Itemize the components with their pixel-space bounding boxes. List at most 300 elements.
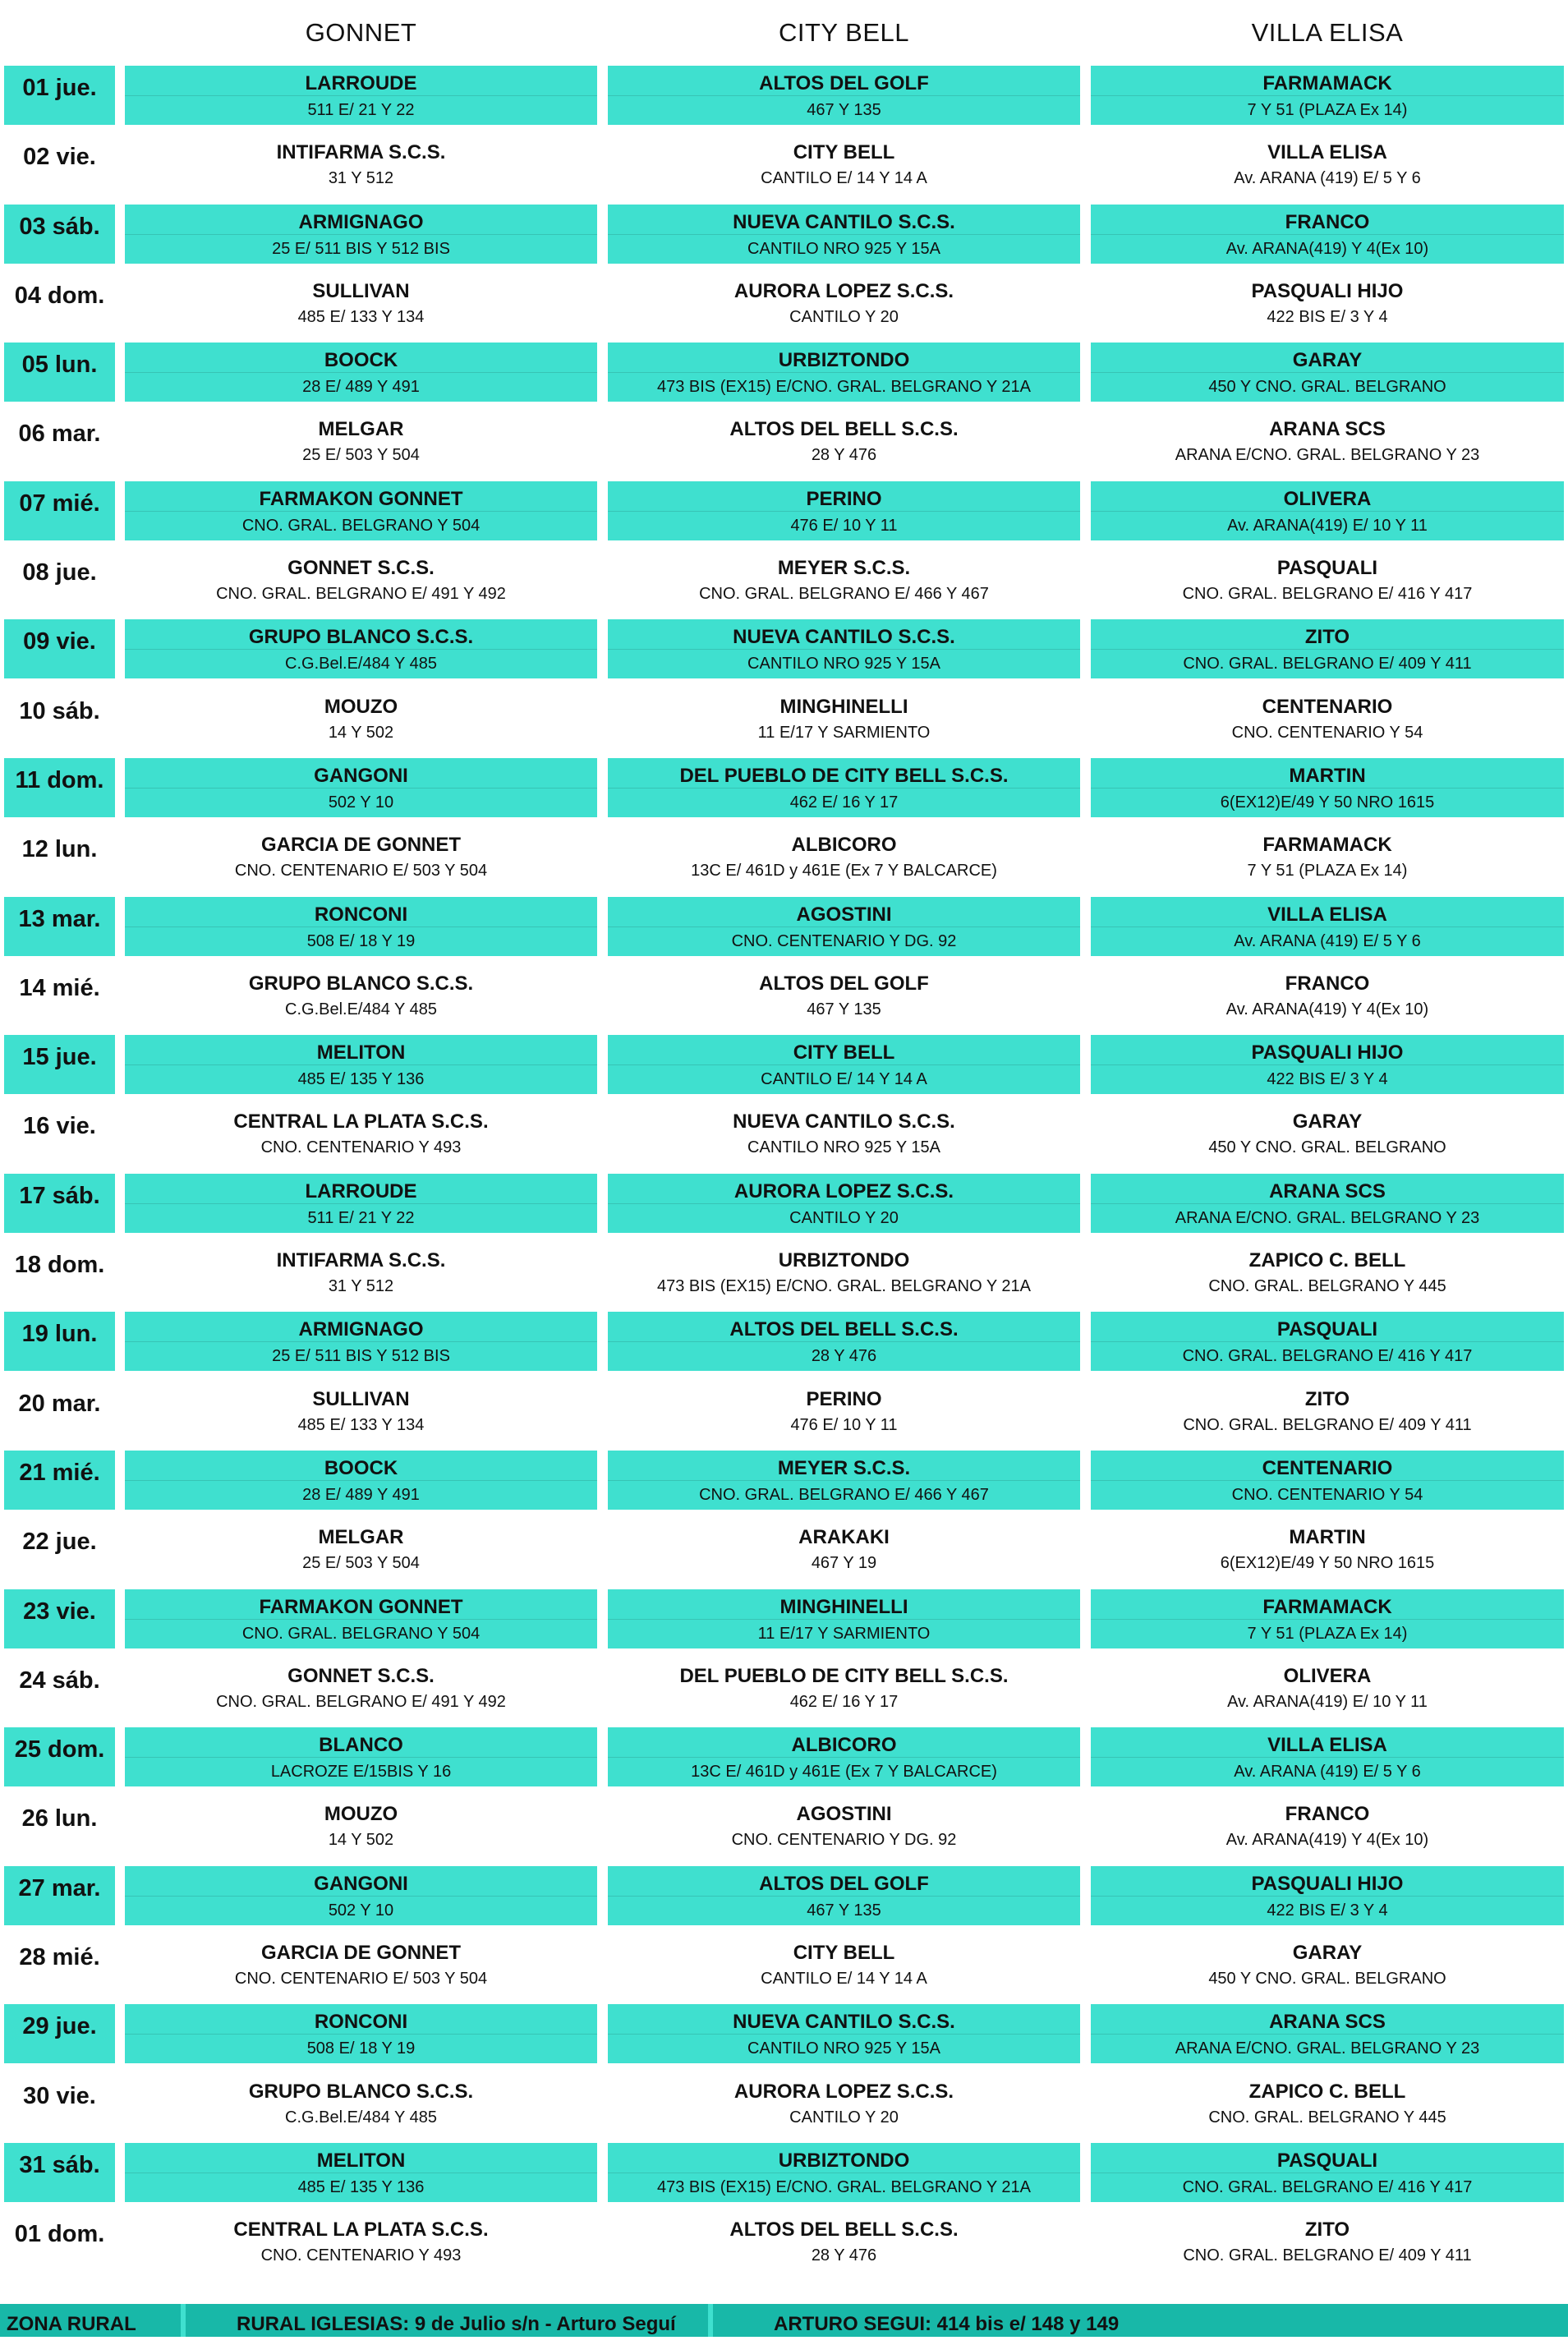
pharmacy-address: Av. ARANA(419) E/ 10 Y 11 xyxy=(1227,516,1428,535)
pharmacy-name: URBIZTONDO xyxy=(608,343,1080,373)
pharmacy-address: 476 E/ 10 Y 11 xyxy=(790,516,898,535)
table-row xyxy=(0,1174,1568,1243)
day-label: 25 dom. xyxy=(4,1727,115,1786)
villa-elisa-pharmacy-cell xyxy=(1091,1935,1564,1994)
villa-elisa-pharmacy-cell xyxy=(1091,343,1564,402)
pharmacy-address: CNO. GRAL. BELGRANO Y 445 xyxy=(1208,1277,1446,1296)
pharmacy-address: 28 Y 476 xyxy=(811,1347,877,1366)
pharmacy-name: FARMAMACK xyxy=(1091,1589,1564,1620)
city-bell-pharmacy-cell xyxy=(608,1104,1080,1163)
pharmacy-name: SULLIVAN xyxy=(312,1387,410,1410)
pharmacy-name: PASQUALI HIJO xyxy=(1251,279,1404,302)
pharmacy-name: MOUZO xyxy=(324,1803,398,1826)
pharmacy-address: CNO. CENTENARIO E/ 503 Y 504 xyxy=(234,862,488,881)
city-bell-pharmacy-cell xyxy=(608,1382,1080,1441)
gonnet-pharmacy-cell xyxy=(125,2143,597,2202)
gonnet-pharmacy-cell xyxy=(125,2212,597,2271)
pharmacy-address: 31 Y 512 xyxy=(328,169,394,188)
city-bell-pharmacy-cell xyxy=(608,343,1080,402)
city-bell-pharmacy-cell xyxy=(608,689,1080,748)
table-row xyxy=(0,1035,1568,1104)
pharmacy-address: 422 BIS E/ 3 Y 4 xyxy=(1267,1901,1388,1920)
table-row xyxy=(0,1589,1568,1658)
pharmacy-address: 25 E/ 503 Y 504 xyxy=(302,446,420,465)
pharmacy-address: 502 Y 10 xyxy=(328,1901,394,1920)
pharmacy-name: NUEVA CANTILO S.C.S. xyxy=(608,205,1080,235)
city-bell-pharmacy-cell xyxy=(608,1035,1080,1094)
day-label: 12 lun. xyxy=(21,836,98,863)
pharmacy-address: ARANA E/CNO. GRAL. BELGRANO Y 23 xyxy=(1175,1208,1480,1227)
villa-elisa-pharmacy-cell xyxy=(1091,2074,1564,2133)
pharmacy-name: ALTOS DEL BELL S.C.S. xyxy=(729,418,959,441)
city-bell-pharmacy-cell xyxy=(608,1727,1080,1786)
city-bell-pharmacy-cell xyxy=(608,2143,1080,2202)
villa-elisa-pharmacy-cell xyxy=(1091,966,1564,1025)
pharmacy-name: AGOSTINI xyxy=(608,897,1080,927)
city-bell-pharmacy-cell xyxy=(608,274,1080,333)
city-bell-pharmacy-cell xyxy=(608,1451,1080,1510)
pharmacy-name: GONNET S.C.S. xyxy=(287,1664,435,1687)
pharmacy-name: MELITON xyxy=(125,1035,597,1065)
pharmacy-name: MOUZO xyxy=(324,695,398,718)
gonnet-pharmacy-cell xyxy=(125,205,597,264)
pharmacy-address: 467 Y 135 xyxy=(807,1000,881,1018)
villa-elisa-pharmacy-cell xyxy=(1091,897,1564,956)
table-row xyxy=(0,1312,1568,1381)
pharmacy-address: CANTILO E/ 14 Y 14 A xyxy=(761,1970,927,1989)
pharmacy-name: LARROUDE xyxy=(125,66,597,96)
header-gonnet: GONNET xyxy=(305,18,417,47)
pharmacy-name: MEYER S.C.S. xyxy=(608,1451,1080,1481)
villa-elisa-pharmacy-cell xyxy=(1091,1589,1564,1648)
pharmacy-name: GARAY xyxy=(1292,1110,1363,1133)
pharmacy-address: CNO. GRAL. BELGRANO Y 504 xyxy=(241,1624,481,1643)
table-row xyxy=(0,897,1568,966)
pharmacy-address: CNO. GRAL. BELGRANO E/ 466 Y 467 xyxy=(699,585,989,604)
day-label: 06 mar. xyxy=(18,421,101,448)
gonnet-pharmacy-cell xyxy=(125,1382,597,1441)
table-row xyxy=(0,1935,1568,2004)
city-bell-pharmacy-cell xyxy=(608,135,1080,194)
gonnet-pharmacy-cell xyxy=(125,1589,597,1648)
city-bell-pharmacy-cell xyxy=(608,897,1080,956)
pharmacy-address: 6(EX12)E/49 Y 50 NRO 1615 xyxy=(1220,1554,1435,1573)
day-label: 11 dom. xyxy=(4,758,115,817)
villa-elisa-pharmacy-cell xyxy=(1091,1174,1564,1233)
villa-elisa-pharmacy-cell xyxy=(1091,1727,1564,1786)
pharmacy-address: C.G.Bel.E/484 Y 485 xyxy=(285,1000,437,1018)
city-bell-pharmacy-cell xyxy=(608,481,1080,540)
pharmacy-name: ZAPICO C. BELL xyxy=(1248,1249,1406,1272)
villa-elisa-pharmacy-cell xyxy=(1091,274,1564,333)
pharmacy-name: FRANCO xyxy=(1285,1803,1370,1826)
pharmacy-address: CNO. GRAL. BELGRANO E/ 409 Y 411 xyxy=(1183,655,1472,674)
day-label: 05 lun. xyxy=(4,343,115,402)
pharmacy-name: ARMIGNAGO xyxy=(125,205,597,235)
gonnet-pharmacy-cell xyxy=(125,1727,597,1786)
day-label: 22 jue. xyxy=(22,1529,97,1556)
pharmacy-name: GRUPO BLANCO S.C.S. xyxy=(248,2080,474,2103)
pharmacy-address: 7 Y 51 (PLAZA Ex 14) xyxy=(1247,1624,1408,1643)
pharmacy-name: AGOSTINI xyxy=(796,1803,892,1826)
table-row xyxy=(0,1727,1568,1796)
pharmacy-name: NUEVA CANTILO S.C.S. xyxy=(733,1110,955,1133)
day-label: 19 lun. xyxy=(4,1312,115,1371)
pharmacy-name: GONNET S.C.S. xyxy=(287,557,435,580)
pharmacy-name: GARAY xyxy=(1292,1942,1363,1965)
city-bell-pharmacy-cell xyxy=(608,1866,1080,1925)
pharmacy-address: 14 Y 502 xyxy=(328,723,394,742)
pharmacy-address: 7 Y 51 (PLAZA Ex 14) xyxy=(1247,101,1408,119)
pharmacy-name: ALBICORO xyxy=(791,834,897,857)
villa-elisa-pharmacy-cell xyxy=(1091,689,1564,748)
day-label: 03 sáb. xyxy=(4,205,115,264)
city-bell-pharmacy-cell xyxy=(608,1174,1080,1233)
footer-zone-label: ZONA RURAL xyxy=(7,2313,136,2335)
pharmacy-address: Av. ARANA (419) E/ 5 Y 6 xyxy=(1234,931,1421,950)
gonnet-pharmacy-cell xyxy=(125,2074,597,2133)
gonnet-pharmacy-cell xyxy=(125,1243,597,1302)
gonnet-pharmacy-cell xyxy=(125,689,597,748)
pharmacy-name: GRUPO BLANCO S.C.S. xyxy=(125,619,597,650)
pharmacy-address: 485 E/ 135 Y 136 xyxy=(297,2177,425,2196)
city-bell-pharmacy-cell xyxy=(608,758,1080,817)
gonnet-pharmacy-cell xyxy=(125,2004,597,2063)
pharmacy-name: ALTOS DEL BELL S.C.S. xyxy=(608,1312,1080,1342)
pharmacy-address: 467 Y 135 xyxy=(807,1901,881,1920)
pharmacy-address: 25 E/ 511 BIS Y 512 BIS xyxy=(272,239,450,258)
pharmacy-address: Av. ARANA (419) E/ 5 Y 6 xyxy=(1234,1763,1421,1782)
pharmacy-address: 462 E/ 16 Y 17 xyxy=(789,1692,899,1711)
gonnet-pharmacy-cell xyxy=(125,1658,597,1717)
pharmacy-name: CITY BELL xyxy=(608,1035,1080,1065)
pharmacy-name: GANGONI xyxy=(125,1866,597,1897)
day-label: 28 mié. xyxy=(19,1944,100,1971)
pharmacy-address: 450 Y CNO. GRAL. BELGRANO xyxy=(1208,1138,1446,1157)
table-row xyxy=(0,1520,1568,1589)
pharmacy-address: CNO. GRAL. BELGRANO E/ 466 Y 467 xyxy=(699,1485,989,1504)
pharmacy-name: BOOCK xyxy=(125,343,597,373)
pharmacy-address: CNO. GRAL. BELGRANO E/ 409 Y 411 xyxy=(1183,2246,1472,2265)
gonnet-pharmacy-cell xyxy=(125,1935,597,1994)
pharmacy-name: PASQUALI HIJO xyxy=(1091,1035,1564,1065)
gonnet-pharmacy-cell xyxy=(125,1312,597,1371)
pharmacy-name: PASQUALI xyxy=(1091,2143,1564,2173)
table-row xyxy=(0,1104,1568,1173)
pharmacy-address: CNO. GRAL. BELGRANO Y 445 xyxy=(1208,2108,1446,2127)
pharmacy-name: FRANCO xyxy=(1091,205,1564,235)
pharmacy-address: 422 BIS E/ 3 Y 4 xyxy=(1267,307,1388,326)
table-row xyxy=(0,1658,1568,1727)
pharmacy-name: BOOCK xyxy=(125,1451,597,1481)
pharmacy-address: 462 E/ 16 Y 17 xyxy=(789,793,899,812)
day-label: 01 dom. xyxy=(14,2221,105,2248)
pharmacy-name: CENTENARIO xyxy=(1262,695,1393,718)
pharmacy-name: PERINO xyxy=(608,481,1080,512)
day-label: 29 jue. xyxy=(4,2004,115,2063)
day-label: 09 vie. xyxy=(4,619,115,678)
gonnet-pharmacy-cell xyxy=(125,1520,597,1579)
pharmacy-name: SULLIVAN xyxy=(312,279,410,302)
day-label: 08 jue. xyxy=(22,559,97,586)
pharmacy-name: FARMAMACK xyxy=(1262,834,1392,857)
pharmacy-address: CNO. CENTENARIO Y 493 xyxy=(260,1138,462,1157)
villa-elisa-pharmacy-cell xyxy=(1091,619,1564,678)
pharmacy-address: CNO. CENTENARIO Y 54 xyxy=(1231,723,1423,742)
gonnet-pharmacy-cell xyxy=(125,66,597,125)
pharmacy-name: PASQUALI HIJO xyxy=(1091,1866,1564,1897)
villa-elisa-pharmacy-cell xyxy=(1091,135,1564,194)
day-label: 21 mié. xyxy=(4,1451,115,1510)
gonnet-pharmacy-cell xyxy=(125,1104,597,1163)
pharmacy-address: 28 Y 476 xyxy=(811,446,877,465)
table-row xyxy=(0,274,1568,343)
pharmacy-address: CNO. GRAL. BELGRANO E/ 491 Y 492 xyxy=(216,1692,506,1711)
pharmacy-name: MARTIN xyxy=(1091,758,1564,789)
city-bell-pharmacy-cell xyxy=(608,827,1080,886)
villa-elisa-pharmacy-cell xyxy=(1091,1520,1564,1579)
villa-elisa-pharmacy-cell xyxy=(1091,2212,1564,2271)
pharmacy-address: CNO. CENTENARIO Y 493 xyxy=(260,2246,462,2265)
pharmacy-address: 13C E/ 461D y 461E (Ex 7 Y BALCARCE) xyxy=(691,1763,997,1782)
pharmacy-address: 11 E/17 Y SARMIENTO xyxy=(757,723,931,742)
pharmacy-name: FRANCO xyxy=(1285,972,1370,995)
pharmacy-name: ZITO xyxy=(1091,619,1564,650)
table-row xyxy=(0,1796,1568,1865)
pharmacy-address: Av. ARANA(419) E/ 10 Y 11 xyxy=(1227,1692,1428,1711)
pharmacy-name: FARMAKON GONNET xyxy=(125,1589,597,1620)
table-row xyxy=(0,1382,1568,1451)
table-row xyxy=(0,827,1568,896)
day-label: 31 sáb. xyxy=(4,2143,115,2202)
pharmacy-address: LACROZE E/15BIS Y 16 xyxy=(270,1763,452,1782)
gonnet-pharmacy-cell xyxy=(125,897,597,956)
pharmacy-name: FARMAMACK xyxy=(1091,66,1564,96)
footer-arturo-segui: ARTURO SEGUI: 414 bis e/ 148 y 149 xyxy=(774,2313,1120,2335)
gonnet-pharmacy-cell xyxy=(125,1796,597,1855)
city-bell-pharmacy-cell xyxy=(608,412,1080,471)
pharmacy-address: CANTILO Y 20 xyxy=(789,307,899,326)
villa-elisa-pharmacy-cell xyxy=(1091,1312,1564,1371)
pharmacy-address: CNO. GRAL. BELGRANO E/ 416 Y 417 xyxy=(1182,2177,1473,2196)
footer-separator xyxy=(708,2304,713,2337)
table-row xyxy=(0,1243,1568,1312)
city-bell-pharmacy-cell xyxy=(608,66,1080,125)
pharmacy-name: ALTOS DEL GOLF xyxy=(608,1866,1080,1897)
day-label: 07 mié. xyxy=(4,481,115,540)
pharmacy-name: OLIVERA xyxy=(1091,481,1564,512)
table-row xyxy=(0,619,1568,688)
pharmacy-name: VILLA ELISA xyxy=(1091,1727,1564,1758)
villa-elisa-pharmacy-cell xyxy=(1091,1451,1564,1510)
pharmacy-address: 28 E/ 489 Y 491 xyxy=(302,378,420,397)
pharmacy-address: C.G.Bel.E/484 Y 485 xyxy=(285,2108,437,2127)
day-label: 02 vie. xyxy=(23,144,96,171)
villa-elisa-pharmacy-cell xyxy=(1091,1382,1564,1441)
pharmacy-name: INTIFARMA S.C.S. xyxy=(276,1249,446,1272)
pharmacy-address: 485 E/ 135 Y 136 xyxy=(297,1070,425,1089)
pharmacy-name: ZITO xyxy=(1304,1387,1350,1410)
pharmacy-address: 31 Y 512 xyxy=(328,1277,394,1296)
day-label: 01 jue. xyxy=(4,66,115,125)
footer-separator xyxy=(181,2304,186,2337)
pharmacy-name: MEYER S.C.S. xyxy=(777,557,911,580)
pharmacy-address: 450 Y CNO. GRAL. BELGRANO xyxy=(1208,1970,1446,1989)
pharmacy-address: 6(EX12)E/49 Y 50 NRO 1615 xyxy=(1220,793,1435,812)
pharmacy-name: OLIVERA xyxy=(1283,1664,1372,1687)
villa-elisa-pharmacy-cell xyxy=(1091,66,1564,125)
city-bell-pharmacy-cell xyxy=(608,205,1080,264)
pharmacy-name: AURORA LOPEZ S.C.S. xyxy=(733,2080,954,2103)
pharmacy-address: 422 BIS E/ 3 Y 4 xyxy=(1267,1070,1388,1089)
pharmacy-name: URBIZTONDO xyxy=(778,1249,910,1272)
pharmacy-name: BLANCO xyxy=(125,1727,597,1758)
gonnet-pharmacy-cell xyxy=(125,1866,597,1925)
pharmacy-address: 473 BIS (EX15) E/CNO. GRAL. BELGRANO Y 21A xyxy=(656,1277,1031,1296)
gonnet-pharmacy-cell xyxy=(125,827,597,886)
pharmacy-address: CANTILO E/ 14 Y 14 A xyxy=(761,1070,927,1089)
pharmacy-address: CANTILO Y 20 xyxy=(789,1208,899,1227)
table-row xyxy=(0,205,1568,274)
pharmacy-address: ARANA E/CNO. GRAL. BELGRANO Y 23 xyxy=(1175,446,1480,465)
day-label: 14 mié. xyxy=(19,974,100,1001)
gonnet-pharmacy-cell xyxy=(125,758,597,817)
pharmacy-name: GARCIA DE GONNET xyxy=(260,834,462,857)
pharmacy-name: ALTOS DEL GOLF xyxy=(759,972,929,995)
pharmacy-name: PASQUALI xyxy=(1091,1312,1564,1342)
pharmacy-name: VILLA ELISA xyxy=(1091,897,1564,927)
day-label: 04 dom. xyxy=(14,282,105,309)
pharmacy-address: 508 E/ 18 Y 19 xyxy=(306,931,416,950)
pharmacy-name: ALBICORO xyxy=(608,1727,1080,1758)
day-label: 27 mar. xyxy=(4,1866,115,1925)
pharmacy-name: CITY BELL xyxy=(793,1942,895,1965)
pharmacy-address: 485 E/ 133 Y 134 xyxy=(297,307,425,326)
day-label: 24 sáb. xyxy=(19,1667,100,1694)
city-bell-pharmacy-cell xyxy=(608,619,1080,678)
pharmacy-address: CNO. GRAL. BELGRANO E/ 416 Y 417 xyxy=(1182,1347,1473,1366)
table-row xyxy=(0,2004,1568,2073)
villa-elisa-pharmacy-cell xyxy=(1091,412,1564,471)
city-bell-pharmacy-cell xyxy=(608,1243,1080,1302)
pharmacy-name: ARANA SCS xyxy=(1091,2004,1564,2035)
table-row xyxy=(0,2143,1568,2212)
header-villa-elisa: VILLA ELISA xyxy=(1251,18,1404,47)
villa-elisa-pharmacy-cell xyxy=(1091,827,1564,886)
pharmacy-name: DEL PUEBLO DE CITY BELL S.C.S. xyxy=(608,758,1080,789)
pharmacy-address: 13C E/ 461D y 461E (Ex 7 Y BALCARCE) xyxy=(691,862,997,881)
pharmacy-address: CANTILO NRO 925 Y 15A xyxy=(747,1138,940,1157)
table-row xyxy=(0,2074,1568,2143)
pharmacy-address: CNO. GRAL. BELGRANO E/ 416 Y 417 xyxy=(1182,585,1473,604)
table-row xyxy=(0,66,1568,135)
villa-elisa-pharmacy-cell xyxy=(1091,550,1564,609)
column-headers xyxy=(0,0,1568,62)
pharmacy-name: ARMIGNAGO xyxy=(125,1312,597,1342)
day-label: 18 dom. xyxy=(14,1252,105,1279)
gonnet-pharmacy-cell xyxy=(125,135,597,194)
pharmacy-name: MARTIN xyxy=(1289,1526,1366,1549)
table-row xyxy=(0,481,1568,550)
pharmacy-name: FARMAKON GONNET xyxy=(125,481,597,512)
day-label: 15 jue. xyxy=(4,1035,115,1094)
gonnet-pharmacy-cell xyxy=(125,481,597,540)
city-bell-pharmacy-cell xyxy=(608,2004,1080,2063)
pharmacy-address: CANTILO Y 20 xyxy=(789,2108,899,2127)
city-bell-pharmacy-cell xyxy=(608,1658,1080,1717)
day-label: 26 lun. xyxy=(21,1805,98,1832)
table-row xyxy=(0,1451,1568,1520)
pharmacy-name: GANGONI xyxy=(125,758,597,789)
pharmacy-name: ARANA SCS xyxy=(1269,418,1386,441)
pharmacy-name: ARAKAKI xyxy=(798,1526,890,1549)
pharmacy-address: 11 E/17 Y SARMIENTO xyxy=(757,1624,931,1643)
schedule-table xyxy=(0,66,1568,2282)
pharmacy-name: ALTOS DEL BELL S.C.S. xyxy=(729,2219,959,2242)
pharmacy-name: CENTENARIO xyxy=(1091,1451,1564,1481)
gonnet-pharmacy-cell xyxy=(125,274,597,333)
pharmacy-name: RONCONI xyxy=(125,897,597,927)
pharmacy-address: CNO. CENTENARIO E/ 503 Y 504 xyxy=(234,1970,488,1989)
table-row xyxy=(0,550,1568,619)
villa-elisa-pharmacy-cell xyxy=(1091,1796,1564,1855)
villa-elisa-pharmacy-cell xyxy=(1091,1035,1564,1094)
pharmacy-address: 467 Y 135 xyxy=(807,101,881,119)
pharmacy-address: 473 BIS (EX15) E/CNO. GRAL. BELGRANO Y 21A xyxy=(656,2177,1031,2196)
pharmacy-name: CENTRAL LA PLATA S.C.S. xyxy=(233,2219,489,2242)
pharmacy-name: PASQUALI xyxy=(1276,557,1378,580)
villa-elisa-pharmacy-cell xyxy=(1091,1658,1564,1717)
pharmacy-name: ARANA SCS xyxy=(1091,1174,1564,1204)
pharmacy-address: CNO. CENTENARIO Y DG. 92 xyxy=(731,931,957,950)
pharmacy-name: ZITO xyxy=(1304,2219,1350,2242)
gonnet-pharmacy-cell xyxy=(125,1451,597,1510)
day-label: 16 vie. xyxy=(23,1113,96,1140)
pharmacy-address: CANTILO E/ 14 Y 14 A xyxy=(761,169,927,188)
gonnet-pharmacy-cell xyxy=(125,343,597,402)
gonnet-pharmacy-cell xyxy=(125,966,597,1025)
pharmacy-name: AURORA LOPEZ S.C.S. xyxy=(733,279,954,302)
pharmacy-address: 7 Y 51 (PLAZA Ex 14) xyxy=(1247,862,1408,881)
pharmacy-name: ALTOS DEL GOLF xyxy=(608,66,1080,96)
villa-elisa-pharmacy-cell xyxy=(1091,1866,1564,1925)
pharmacy-address: 476 E/ 10 Y 11 xyxy=(790,1415,898,1434)
city-bell-pharmacy-cell xyxy=(608,1796,1080,1855)
pharmacy-address: 511 E/ 21 Y 22 xyxy=(307,101,415,119)
villa-elisa-pharmacy-cell xyxy=(1091,2143,1564,2202)
pharmacy-name: MELITON xyxy=(125,2143,597,2173)
table-row xyxy=(0,343,1568,412)
pharmacy-name: GRUPO BLANCO S.C.S. xyxy=(248,972,474,995)
pharmacy-name: URBIZTONDO xyxy=(608,2143,1080,2173)
city-bell-pharmacy-cell xyxy=(608,2074,1080,2133)
city-bell-pharmacy-cell xyxy=(608,1520,1080,1579)
gonnet-pharmacy-cell xyxy=(125,1174,597,1233)
table-row xyxy=(0,412,1568,480)
pharmacy-address: 485 E/ 133 Y 134 xyxy=(297,1415,425,1434)
pharmacy-address: CANTILO NRO 925 Y 15A xyxy=(747,655,940,674)
pharmacy-address: CNO. CENTENARIO Y 54 xyxy=(1231,1485,1423,1504)
gonnet-pharmacy-cell xyxy=(125,412,597,471)
gonnet-pharmacy-cell xyxy=(125,550,597,609)
city-bell-pharmacy-cell xyxy=(608,1935,1080,1994)
day-label: 17 sáb. xyxy=(4,1174,115,1233)
table-row xyxy=(0,966,1568,1035)
table-row xyxy=(0,135,1568,204)
header-city-bell: CITY BELL xyxy=(778,18,909,47)
pharmacy-name: RONCONI xyxy=(125,2004,597,2035)
city-bell-pharmacy-cell xyxy=(608,550,1080,609)
